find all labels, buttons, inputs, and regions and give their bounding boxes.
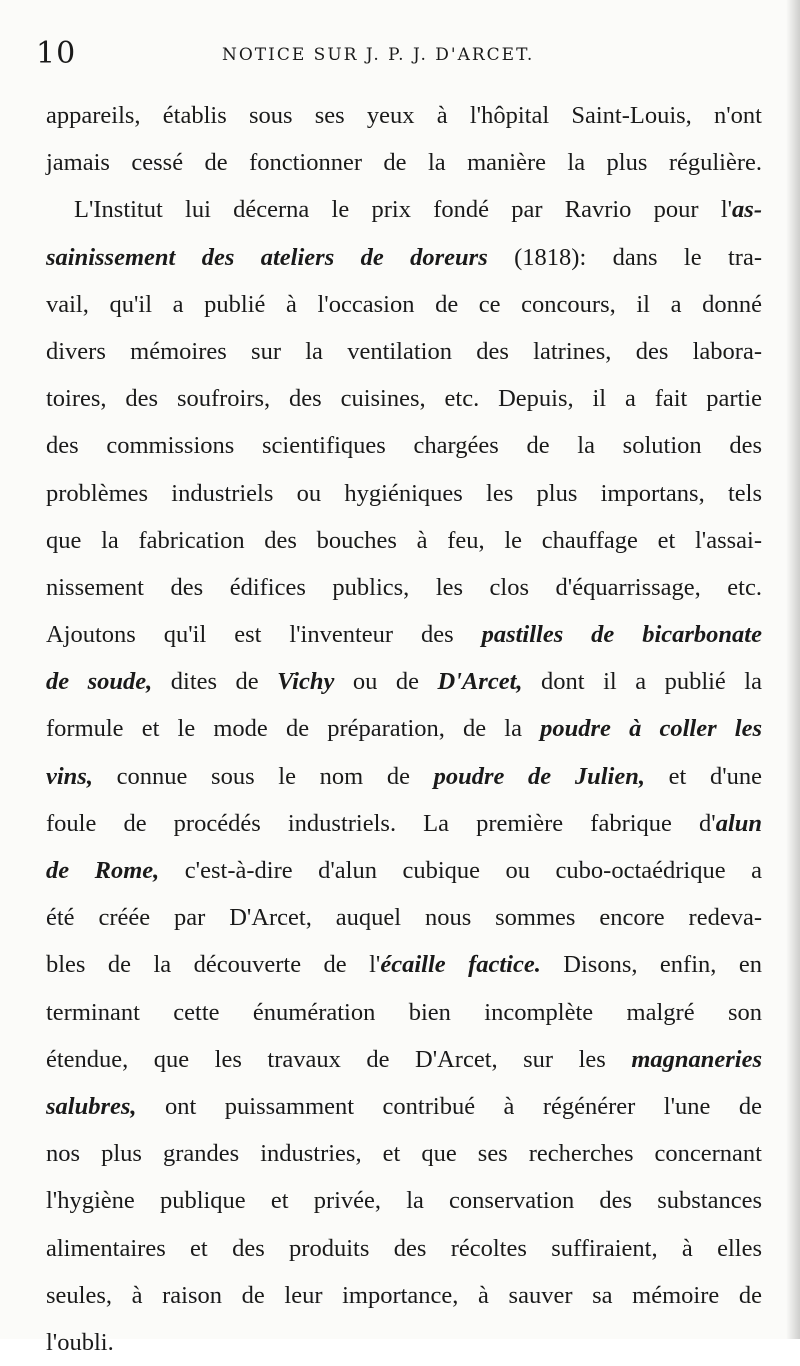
text-line: jamais cessé de fonctionner de la manière la plus régulière.: [46, 149, 762, 177]
text-line: étendue, que les travaux de D'Arcet, sur les magnaneries: [46, 1045, 762, 1073]
italic-term: poudre à coller les: [540, 715, 762, 743]
text-line: terminant cette énumération bien incomplète malgré son: [46, 998, 762, 1026]
italic-term: D'Arcet,: [437, 668, 523, 696]
italic-term: sainissement des ateliers de doreurs: [46, 243, 488, 271]
italic-term: écaille factice.: [380, 951, 541, 979]
text-line: L'Institut lui décerna le prix fondé par Ravrio pour l'as-: [74, 196, 762, 224]
text-line: vins, connue sous le nom de poudre de Julien, et d'une: [46, 762, 762, 790]
text-line: l'oubli.: [46, 1328, 114, 1356]
italic-term: alun: [715, 809, 762, 837]
text-line: formule et le mode de préparation, de la poudre à coller les: [46, 715, 762, 743]
page-number: 10: [36, 36, 77, 71]
text-line: de Rome, c'est-à-dire d'alun cubique ou cubo-octaédrique a: [46, 857, 762, 884]
text-line: des commissions scientifiques chargées de la solution des: [46, 432, 762, 460]
text-line: toires, des soufroirs, des cuisines, etc. Depuis, il a fait partie: [46, 385, 762, 413]
running-head: NOTICE SUR J. P. J. D'ARCET.: [222, 45, 535, 65]
text-line: sainissement des ateliers de doreurs (1818): dans le tra-: [46, 243, 762, 271]
text-line: Ajoutons qu'il est l'inventeur des pastilles de bicarbonate: [46, 621, 762, 649]
text-line: appareils, établis sous ses yeux à l'hôpital Saint-Louis, n'ont: [46, 102, 762, 129]
text-line: que la fabrication des bouches à feu, le chauffage et l'assai-: [46, 526, 762, 554]
text-line: seules, à raison de leur importance, à sauver sa mémoire de: [46, 1281, 762, 1309]
text-line: été créée par D'Arcet, auquel nous sommes encore redeva-: [46, 904, 762, 932]
italic-term: poudre de Julien,: [433, 762, 645, 790]
italic-term: pastilles de bicarbonate: [481, 621, 762, 649]
text-line: nos plus grandes industries, et que ses recherches concernant: [46, 1140, 762, 1168]
text-line: divers mémoires sur la ventilation des latrines, des labora-: [46, 337, 762, 365]
text-line: de soude, dites de Vichy ou de D'Arcet, dont il a publié la: [46, 668, 762, 696]
italic-term: Vichy: [277, 668, 335, 696]
text-line: vail, qu'il a publié à l'occasion de ce concours, il a donné: [46, 290, 762, 318]
text-line: bles de la découverte de l'écaille factice. Disons, enfin, en: [46, 951, 762, 979]
italic-term: salubres,: [46, 1092, 137, 1120]
italic-term: magnaneries: [631, 1045, 762, 1073]
italic-term: de soude,: [46, 668, 153, 696]
italic-term: as-: [732, 196, 762, 224]
body-text: [46, 92, 762, 1366]
text-line: foule de procédés industriels. La première fabrique d'alun: [46, 809, 762, 837]
text-line: problèmes industriels ou hygiéniques les plus importans, tels: [46, 479, 762, 507]
italic-term: de Rome,: [46, 857, 160, 884]
text-line: salubres, ont puissamment contribué à régénérer l'une de: [46, 1092, 762, 1120]
italic-term: vins,: [46, 762, 93, 790]
text-line: nissement des édifices publics, les clos d'équarrissage, etc.: [46, 573, 762, 601]
page-edge-shadow: [786, 0, 800, 1339]
text-line: l'hygiène publique et privée, la conservation des substances: [46, 1187, 762, 1215]
page-header: [36, 36, 766, 76]
text-line: alimentaires et des produits des récoltes suffiraient, à elles: [46, 1234, 762, 1262]
